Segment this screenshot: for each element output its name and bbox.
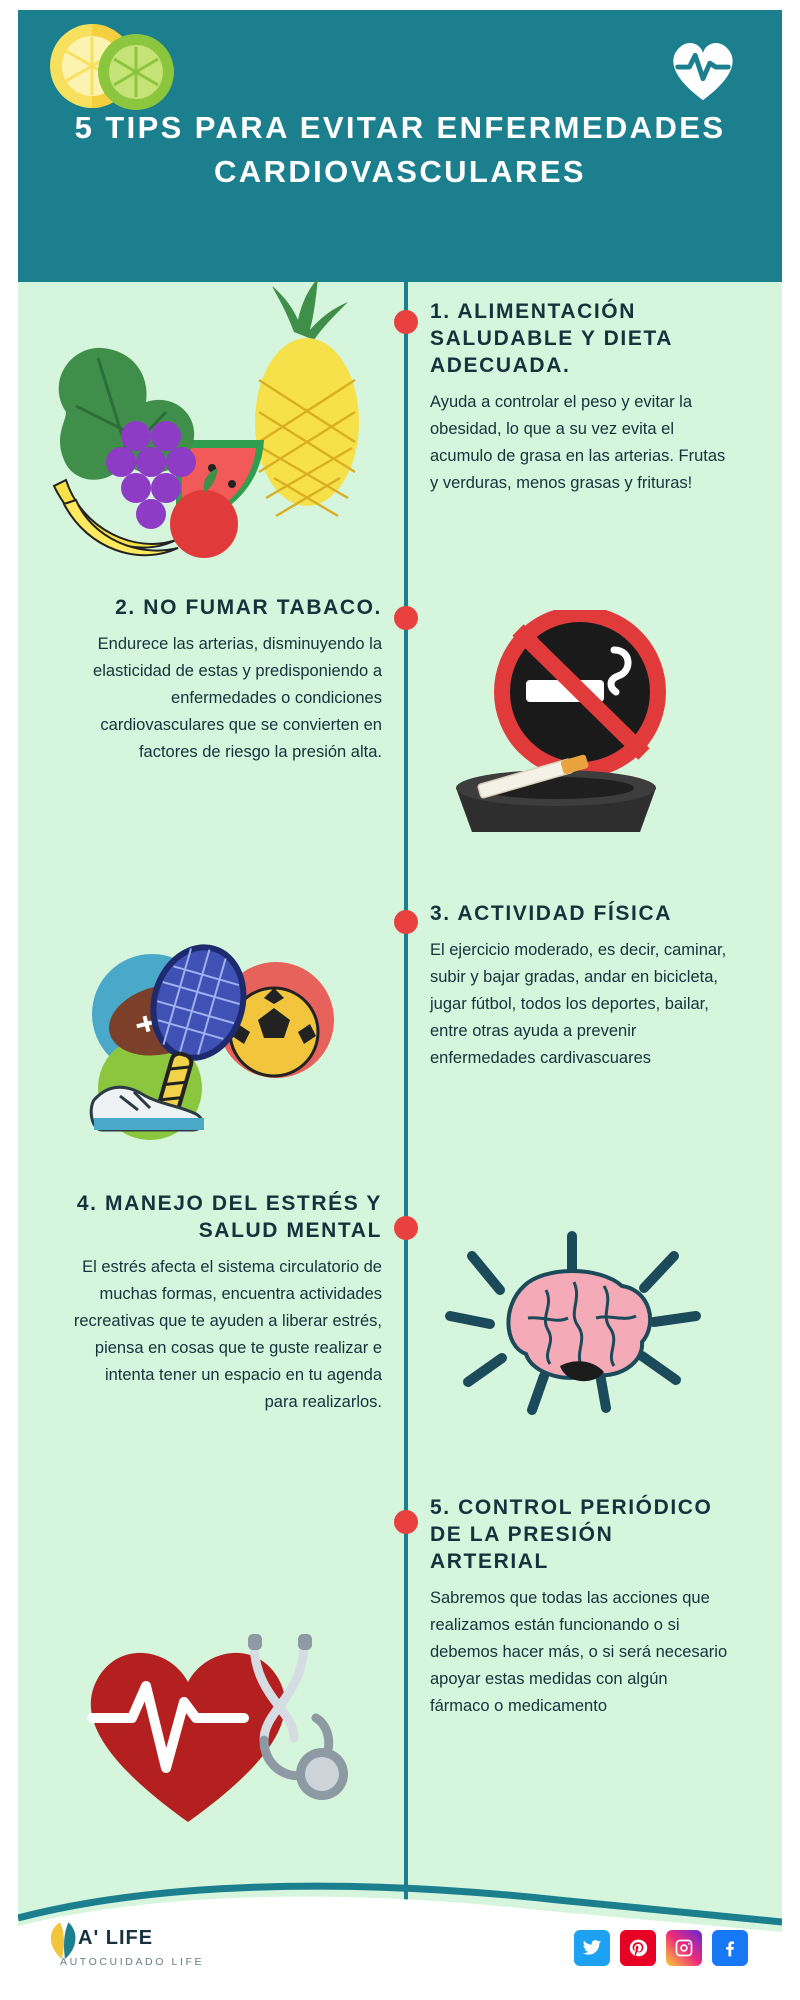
timeline-dot-1 bbox=[394, 310, 418, 334]
pinterest-icon[interactable] bbox=[620, 1930, 656, 1966]
heart-pulse-icon bbox=[664, 32, 742, 104]
fruits-illustration bbox=[26, 272, 376, 572]
logo-name: A' LIFE bbox=[78, 1927, 154, 1949]
section-5-body: Sabremos que todas las acciones que realizamos están funcionando o si debemos hacer más, o si será necesario apoyar estas medidas con algún fármaco o medicamento bbox=[430, 1589, 728, 1715]
section-1-title: 1. ALIMENTACIÓN SALUDABLE Y DIETA ADECUADA. bbox=[430, 300, 673, 377]
section-4-title: 4. MANEJO DEL ESTRÉS Y SALUD MENTAL bbox=[76, 1192, 382, 1242]
section-4 bbox=[70, 1190, 382, 1416]
twitter-icon[interactable] bbox=[574, 1930, 610, 1966]
section-5-title: 5. CONTROL PERIÓDICO DE LA PRESIÓN ARTERIAL bbox=[430, 1496, 713, 1573]
timeline-dot-2 bbox=[394, 606, 418, 630]
sports-illustration bbox=[54, 928, 374, 1148]
section-2-body: Endurece las arterias, disminuyendo la elasticidad de estas y predisponiendo a enfermedades o condiciones cardiovasculares que se convierten en factores de riesgo la presión alta. bbox=[93, 635, 382, 761]
timeline-line bbox=[404, 282, 408, 1990]
section-2 bbox=[70, 594, 382, 766]
timeline-dot-3 bbox=[394, 910, 418, 934]
logo-tagline: AUTOCUIDADO LIFE bbox=[60, 1956, 205, 1968]
social-links bbox=[574, 1930, 748, 1966]
lemon-lime-icon bbox=[40, 20, 180, 120]
header bbox=[18, 10, 782, 282]
section-1-body: Ayuda a controlar el peso y evitar la obesidad, lo que a su vez evita el acumulo de grasa en las arterias. Frutas y verduras, menos grasas y frituras! bbox=[430, 393, 726, 492]
section-2-title: 2. NO FUMAR TABACO. bbox=[115, 596, 382, 619]
no-smoking-illustration bbox=[418, 610, 748, 850]
heart-stethoscope-illustration bbox=[58, 1606, 378, 1836]
brain-illustration bbox=[428, 1220, 728, 1440]
section-3-title: 3. ACTIVIDAD FÍSICA bbox=[430, 902, 672, 925]
page-title: 5 TIPS PARA EVITAR ENFERMEDADES CARDIOVASCULARES bbox=[74, 110, 726, 189]
section-1 bbox=[430, 298, 730, 497]
poster bbox=[18, 10, 782, 1990]
section-3-body: El ejercicio moderado, es decir, caminar, subir y bajar gradas, andar en bicicleta, jugar fútbol, todos los deportes, bailar, entre otras ayuda a prevenir enfermedades cardivascuares bbox=[430, 941, 727, 1067]
instagram-icon[interactable] bbox=[666, 1930, 702, 1966]
facebook-icon[interactable] bbox=[712, 1930, 748, 1966]
timeline-dot-5 bbox=[394, 1510, 418, 1534]
section-5 bbox=[430, 1494, 730, 1720]
section-4-body: El estrés afecta el sistema circulatorio de muchas formas, encuentra actividades recreativas que te ayuden a liberar estrés, piensa en cosas que te guste realizar e intenta tener un espacio en tu agenda para realizarlos. bbox=[73, 1258, 382, 1411]
section-3 bbox=[430, 900, 730, 1072]
timeline-dot-4 bbox=[394, 1216, 418, 1240]
